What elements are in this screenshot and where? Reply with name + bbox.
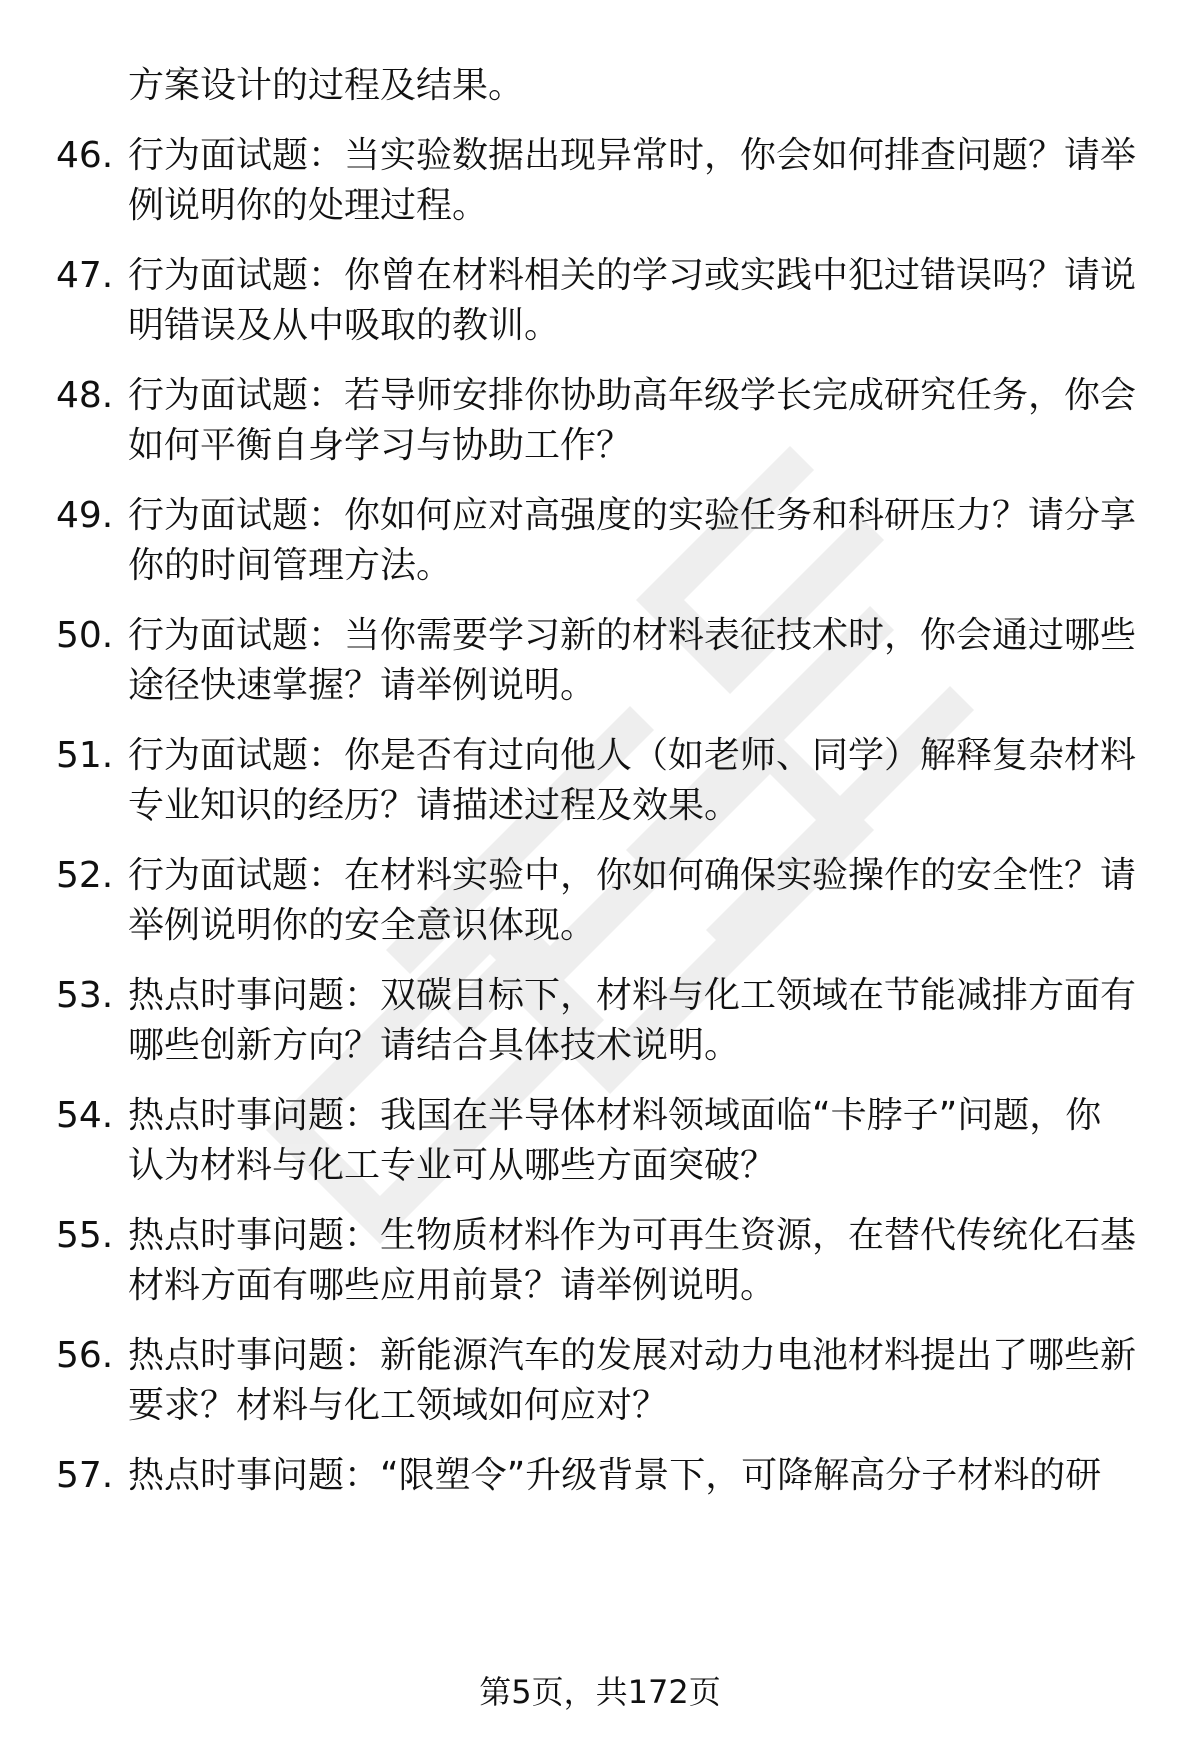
item-text-line: 热点时事问题：双碳目标下，材料与化工领域在节能减排方面有 <box>128 975 1137 1016</box>
item-text-line: 途径快速掌握？请举例说明。 <box>128 665 597 706</box>
item-number: 51. <box>56 735 114 776</box>
item-text-line: 举例说明你的安全意识体现。 <box>128 905 597 946</box>
list-item <box>0 612 1200 712</box>
item-text-line: 专业知识的经历？请描述过程及效果。 <box>128 785 741 826</box>
item-text-line: 认为材料与化工专业可从哪些方面突破？ <box>128 1145 777 1186</box>
item-text-line: 行为面试题：你如何应对高强度的实验任务和科研压力？请分享 <box>128 495 1137 536</box>
item-text-line: 你的时间管理方法。 <box>128 545 453 586</box>
item-text-line: 如何平衡自身学习与协助工作？ <box>128 425 633 466</box>
item-text-line: 热点时事问题：生物质材料作为可再生资源，在替代传统化石基 <box>128 1215 1137 1256</box>
item-text-line: 要求？材料与化工领域如何应对？ <box>128 1385 669 1426</box>
page-footer: 第5页，共172页 <box>479 1673 721 1711</box>
list-item <box>0 492 1200 592</box>
item-text-line: 行为面试题：当你需要学习新的材料表征技术时，你会通过哪些 <box>128 615 1137 656</box>
continuation-line: 方案设计的过程及结果。 <box>128 65 525 106</box>
item-number: 52. <box>56 855 114 896</box>
item-number: 56. <box>56 1335 114 1376</box>
list-item <box>0 1452 1200 1552</box>
list-item <box>0 1212 1200 1312</box>
list-item <box>0 252 1200 352</box>
list-item <box>0 1332 1200 1432</box>
item-text-line: 行为面试题：若导师安排你协助高年级学长完成研究任务，你会 <box>128 375 1137 416</box>
item-text-line: 行为面试题：当实验数据出现异常时，你会如何排查问题？请举 <box>128 135 1137 176</box>
item-text-line: 行为面试题：你是否有过向他人（如老师、同学）解释复杂材料 <box>128 735 1137 776</box>
item-text-line: 行为面试题：你曾在材料相关的学习或实践中犯过错误吗？请说 <box>128 255 1137 296</box>
list-item <box>0 1092 1200 1192</box>
item-number: 49. <box>56 495 114 536</box>
list-item <box>0 972 1200 1072</box>
item-text-line: 哪些创新方向？请结合具体技术说明。 <box>128 1025 741 1066</box>
item-number: 57. <box>56 1455 114 1496</box>
item-number: 46. <box>56 135 114 176</box>
item-text-line: 例说明你的处理过程。 <box>128 185 489 226</box>
list-item <box>0 372 1200 472</box>
item-number: 48. <box>56 375 114 416</box>
item-text-line: 材料方面有哪些应用前景？请举例说明。 <box>128 1265 777 1306</box>
list-item <box>0 852 1200 952</box>
list-item <box>0 732 1200 832</box>
list-item <box>0 132 1200 232</box>
item-number: 53. <box>56 975 114 1016</box>
item-text-line: 行为面试题：在材料实验中，你如何确保实验操作的安全性？请 <box>128 855 1137 896</box>
item-number: 54. <box>56 1095 114 1136</box>
item-number: 55. <box>56 1215 114 1256</box>
item-text-line: 热点时事问题：新能源汽车的发展对动力电池材料提出了哪些新 <box>128 1335 1137 1376</box>
item-text-line: 明错误及从中吸取的教训。 <box>128 305 561 346</box>
item-number: 50. <box>56 615 114 656</box>
item-text-line: 热点时事问题：“限塑令”升级背景下，可降解高分子材料的研 <box>128 1455 1102 1496</box>
item-text-line: 热点时事问题：我国在半导体材料领域面临“卡脖子”问题，你 <box>128 1095 1102 1136</box>
item-number: 47. <box>56 255 114 296</box>
